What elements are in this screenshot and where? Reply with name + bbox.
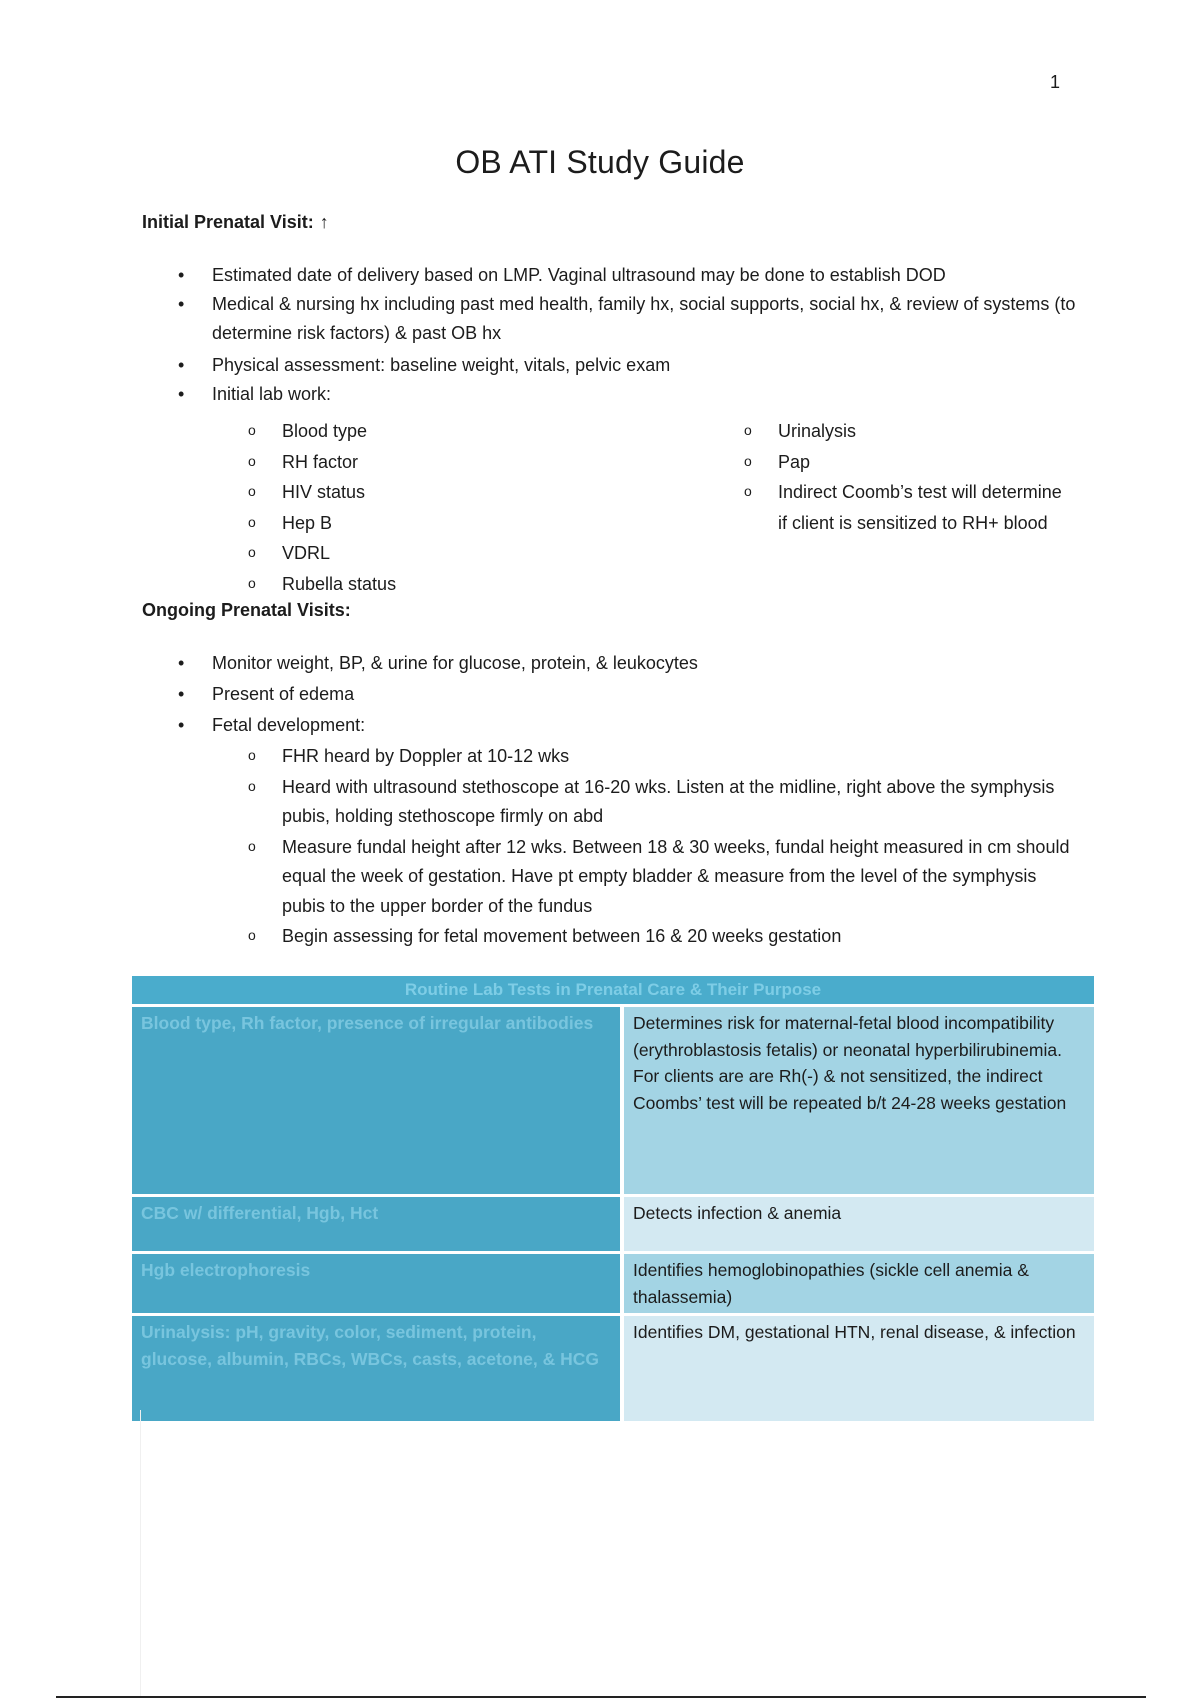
up-arrow-icon: ↑ xyxy=(319,212,329,232)
list-item: • Physical assessment: baseline weight, vitals, pelvic exam xyxy=(178,351,1078,380)
lab-item: o Urinalysis xyxy=(744,416,1074,447)
lab-item: o VDRL xyxy=(248,538,668,569)
purpose-line: Identifies hemoglobinopathies (sickle cell anemia & thalassemia) xyxy=(633,1260,1029,1307)
fetal-development-list xyxy=(248,742,1078,953)
table-caption: Routine Lab Tests in Prenatal Care & Their Purpose xyxy=(132,976,1094,1004)
routine-lab-tests-table xyxy=(132,976,1094,1421)
lab-item: o Blood type xyxy=(248,416,668,447)
page-bottom-rule xyxy=(56,1696,1146,1698)
ongoing-visits-heading: Ongoing Prenatal Visits: xyxy=(142,600,351,620)
test-cell: Blood type, Rh factor, presence of irregular antibodies xyxy=(132,1004,624,1194)
purpose-cell xyxy=(624,1004,1094,1194)
purpose-cell xyxy=(624,1251,1094,1313)
list-item: • Estimated date of delivery based on LMP. Vaginal ultrasound may be done to establish DOD xyxy=(178,261,1078,290)
table-row xyxy=(132,1251,1094,1313)
table-row xyxy=(132,1313,1094,1421)
initial-labs-right xyxy=(744,416,1074,538)
test-cell: CBC w/ differential, Hgb, Hct xyxy=(132,1194,624,1251)
lab-item: o RH factor xyxy=(248,447,668,478)
lab-item: o Pap xyxy=(744,447,1074,478)
table-row xyxy=(132,1004,1094,1194)
purpose-line: For clients are are Rh(-) & not sensitized, the indirect Coombs’ test will be repeated b/t 24-28 weeks gestation xyxy=(633,1066,1067,1113)
list-item: • Fetal development: xyxy=(178,711,1078,740)
purpose-line: Identifies DM, gestational HTN, renal disease, & infection xyxy=(633,1322,1076,1342)
list-item: o Begin assessing for fetal movement between 16 & 20 weeks gestation xyxy=(248,922,1078,952)
page-number: 1 xyxy=(1050,72,1061,92)
initial-visit-heading-text: Initial Prenatal Visit: xyxy=(142,212,314,232)
test-cell: Urinalysis: pH, gravity, color, sediment, protein, glucose, albumin, RBCs, WBCs, casts, acetone, & HCG xyxy=(132,1313,624,1421)
lab-item: o Indirect Coomb’s test will determine if client is sensitized to RH+ blood xyxy=(744,477,1074,538)
initial-labs-left xyxy=(248,416,668,599)
lab-item: o HIV status xyxy=(248,477,668,508)
ongoing-visits-list xyxy=(178,649,1078,740)
list-item: • Initial lab work: xyxy=(178,380,1078,409)
list-item: • Medical & nursing hx including past med health, family hx, social supports, social hx, & review of systems (to determine risk factors) & past OB hx xyxy=(178,290,1078,348)
list-item: • Present of edema xyxy=(178,680,1078,709)
list-item: o FHR heard by Doppler at 10-12 wks xyxy=(248,742,1078,772)
lab-item: o Rubella status xyxy=(248,569,668,600)
purpose-line: Determines risk for maternal-fetal blood incompatibility (erythroblastosis fetalis) or neonatal hyperbilirubinemia. xyxy=(633,1013,1062,1060)
purpose-cell xyxy=(624,1313,1094,1421)
purpose-line: Detects infection & anemia xyxy=(633,1203,842,1223)
purpose-cell xyxy=(624,1194,1094,1251)
lab-item: o Hep B xyxy=(248,508,668,539)
list-item: • Monitor weight, BP, & urine for glucose, protein, & leukocytes xyxy=(178,649,1078,678)
test-cell: Hgb electrophoresis xyxy=(132,1251,624,1313)
initial-visit-list xyxy=(178,261,1078,409)
page-margin-line xyxy=(140,1410,141,1696)
document-title: OB ATI Study Guide xyxy=(455,144,745,180)
initial-visit-heading xyxy=(142,212,329,233)
table-row xyxy=(132,1194,1094,1251)
list-item: o Heard with ultrasound stethoscope at 16-20 wks. Listen at the midline, right above the symphysis pubis, holding stethoscope firmly on abd xyxy=(248,773,1078,832)
list-item: o Measure fundal height after 12 wks. Between 18 & 30 weeks, fundal height measured in cm should equal the week of gestation. Have pt empty bladder & measure from the level of the symphysis pubis to the upper border of the fundus xyxy=(248,833,1078,922)
